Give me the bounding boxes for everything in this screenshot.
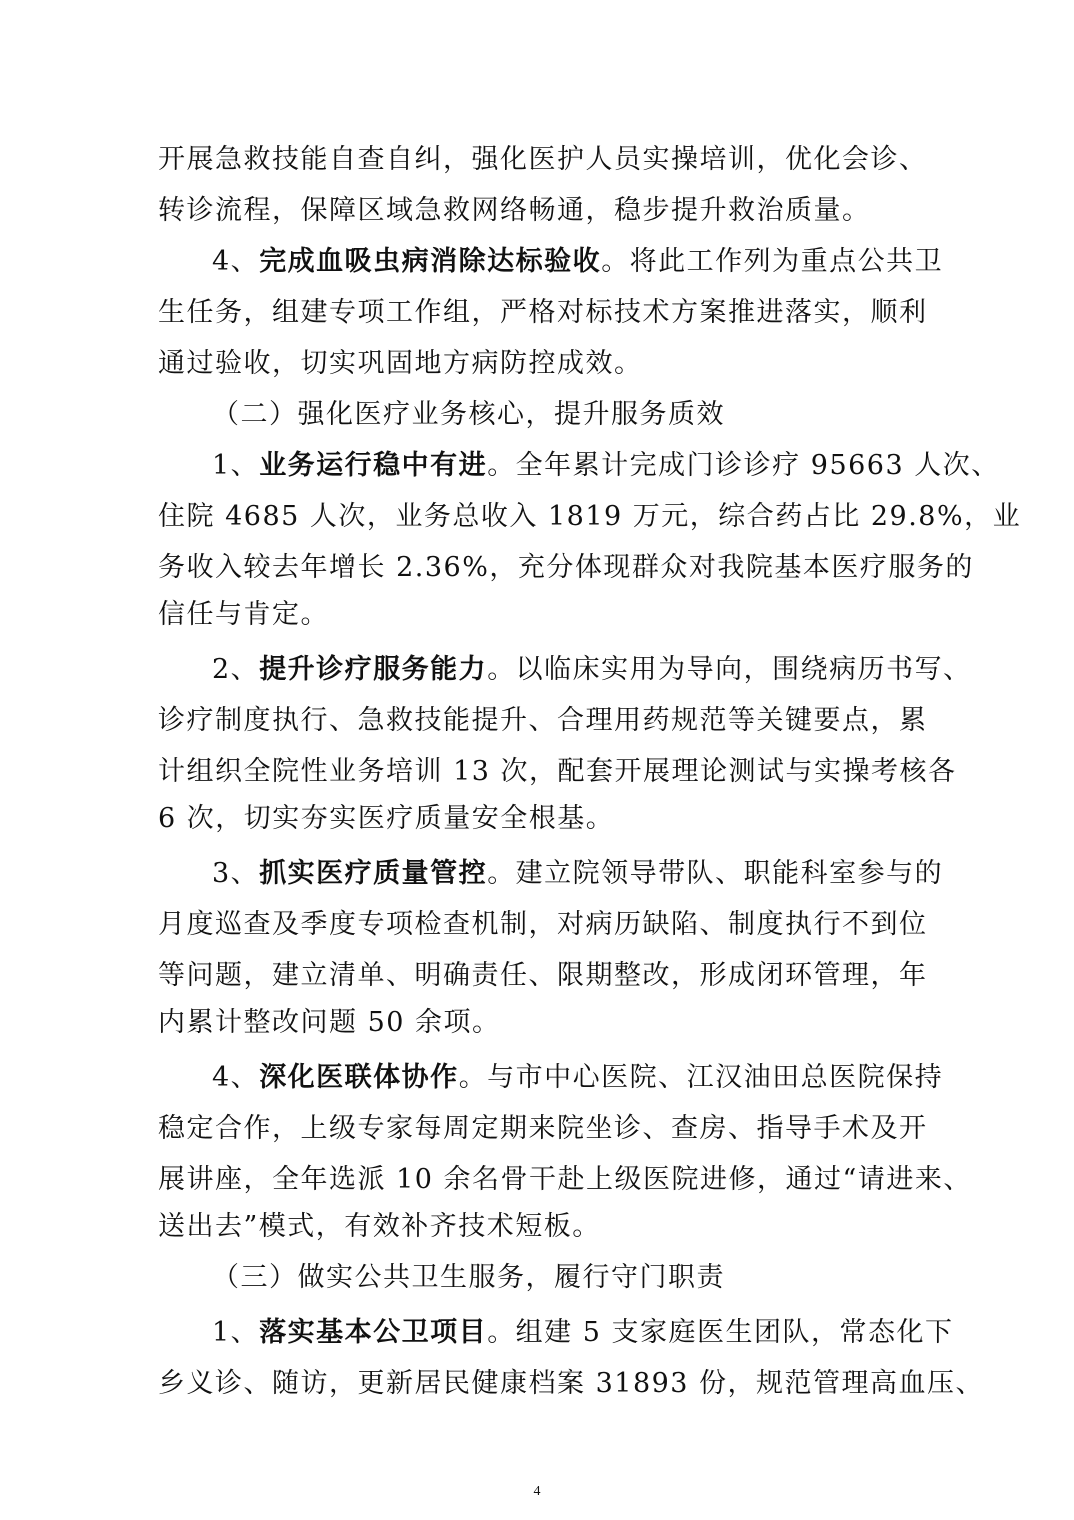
text-line: 乡义诊、随访，更新居民健康档案 31893 份，规范管理高血压、 (158, 1368, 985, 1399)
item-heading: 业务运行稳中有进 (259, 450, 488, 481)
text-line: 计组织全院性业务培训 13 次，配套开展理论测试与实操考核各 (158, 756, 957, 787)
section-heading: （三）做实公共卫生服务，履行守门职责 (212, 1262, 725, 1293)
item-heading: 落实基本公卫项目 (259, 1317, 488, 1348)
text-line: 住院 4685 人次，业务总收入 1819 万元，综合药占比 29.8%，业 (158, 501, 1022, 532)
text-line: 通过验收，切实巩固地方病防控成效。 (158, 348, 643, 379)
item-heading: 深化医联体协作 (259, 1062, 459, 1093)
item-heading-line: 2、提升诊疗服务能力。以临床实用为导向，围绕病历书写、 (212, 654, 972, 685)
text-line: 信任与肯定。 (158, 599, 329, 630)
text-line: 6 次，切实夯实医疗质量安全根基。 (158, 803, 615, 834)
item-heading-line: 3、抓实医疗质量管控。建立院领导带队、职能科室参与的 (212, 858, 944, 889)
text-line: 内累计整改问题 50 余项。 (158, 1007, 501, 1038)
text-line: 诊疗制度执行、急救技能提升、合理用药规范等关键要点，累 (158, 705, 928, 736)
section-heading: （二）强化医疗业务核心，提升服务质效 (212, 399, 725, 430)
item-heading-line: 1、业务运行稳中有进。全年累计完成门诊诊疗 95663 人次、 (212, 450, 1000, 481)
item-heading: 抓实医疗质量管控 (259, 858, 488, 889)
text-line: 转诊流程，保障区域急救网络畅通，稳步提升救治质量。 (158, 195, 871, 226)
page-number: 4 (533, 1484, 541, 1499)
text-line: 月度巡查及季度专项检查机制，对病历缺陷、制度执行不到位 (158, 909, 928, 940)
text-line: 务收入较去年增长 2.36%，充分体现群众对我院基本医疗服务的 (158, 552, 974, 583)
item-heading-line: 1、落实基本公卫项目。组建 5 支家庭医生团队，常态化下 (212, 1317, 954, 1348)
item-heading: 完成血吸虫病消除达标验收 (259, 246, 602, 277)
item-heading: 提升诊疗服务能力 (259, 654, 488, 685)
text-line: 等问题，建立清单、明确责任、限期整改，形成闭环管理，年 (158, 960, 928, 991)
text-line: 送出去”模式，有效补齐技术短板。 (158, 1211, 601, 1242)
text-line: 开展急救技能自查自纠，强化医护人员实操培训，优化会诊、 (158, 144, 928, 175)
text-line: 生任务，组建专项工作组，严格对标技术方案推进落实，顺利 (158, 297, 928, 328)
item-heading-line: 4、深化医联体协作。与市中心医院、江汉油田总医院保持 (212, 1062, 944, 1093)
text-line: 稳定合作，上级专家每周定期来院坐诊、查房、指导手术及开 (158, 1113, 928, 1144)
text-line: 展讲座，全年选派 10 余名骨干赴上级医院进修，通过“请进来、 (158, 1164, 972, 1195)
item-heading-line: 4、完成血吸虫病消除达标验收。将此工作列为重点公共卫 (212, 246, 944, 277)
